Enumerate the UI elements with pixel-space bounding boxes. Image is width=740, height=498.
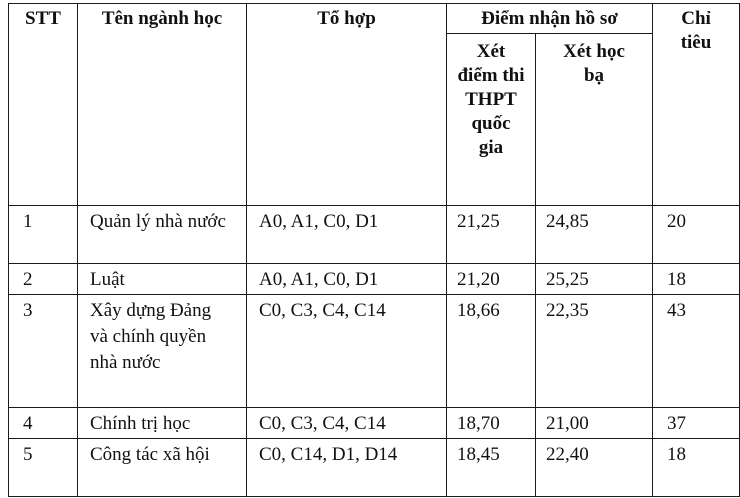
cell-transcript: 21,00 — [536, 408, 653, 439]
table-row — [9, 264, 740, 295]
table-row — [9, 295, 740, 408]
cell-national-exam: 18,45 — [447, 439, 536, 497]
cell-major: Xây dựng Đảng và chính quyền nhà nước — [78, 295, 247, 408]
cell-major: Công tác xã hội — [78, 439, 247, 497]
table-row — [9, 408, 740, 439]
cell-quota: 37 — [653, 408, 740, 439]
cell-major: Chính trị học — [78, 408, 247, 439]
admission-scores-table — [8, 3, 740, 497]
cell-stt: 5 — [9, 439, 78, 497]
cell-national-exam: 18,66 — [447, 295, 536, 408]
cell-quota: 18 — [653, 264, 740, 295]
header-row — [9, 4, 740, 34]
cell-transcript: 25,25 — [536, 264, 653, 295]
cell-national-exam: 21,25 — [447, 206, 536, 264]
cell-stt: 1 — [9, 206, 78, 264]
cell-major: Quản lý nhà nước — [78, 206, 247, 264]
cell-national-exam: 21,20 — [447, 264, 536, 295]
cell-quota: 43 — [653, 295, 740, 408]
table-row — [9, 439, 740, 497]
cell-combination: A0, A1, C0, D1 — [247, 206, 447, 264]
cell-combination: C0, C3, C4, C14 — [247, 408, 447, 439]
cell-stt: 3 — [9, 295, 78, 408]
cell-transcript: 24,85 — [536, 206, 653, 264]
cell-transcript: 22,35 — [536, 295, 653, 408]
header-stt: STT — [9, 4, 78, 206]
cell-stt: 4 — [9, 408, 78, 439]
header-combination: Tổ hợp — [247, 4, 447, 206]
cell-combination: C0, C3, C4, C14 — [247, 295, 447, 408]
cell-major: Luật — [78, 264, 247, 295]
header-quota: Chỉ tiêu — [653, 4, 740, 206]
cell-combination: A0, A1, C0, D1 — [247, 264, 447, 295]
cell-transcript: 22,40 — [536, 439, 653, 497]
header-score-group: Điểm nhận hồ sơ — [447, 4, 653, 34]
cell-national-exam: 18,70 — [447, 408, 536, 439]
cell-quota: 20 — [653, 206, 740, 264]
cell-stt: 2 — [9, 264, 78, 295]
cell-quota: 18 — [653, 439, 740, 497]
header-major: Tên ngành học — [78, 4, 247, 206]
cell-combination: C0, C14, D1, D14 — [247, 439, 447, 497]
header-transcript: Xét học bạ — [536, 34, 653, 206]
table-row — [9, 206, 740, 264]
header-national-exam: Xét điểm thi THPT quốc gia — [447, 34, 536, 206]
